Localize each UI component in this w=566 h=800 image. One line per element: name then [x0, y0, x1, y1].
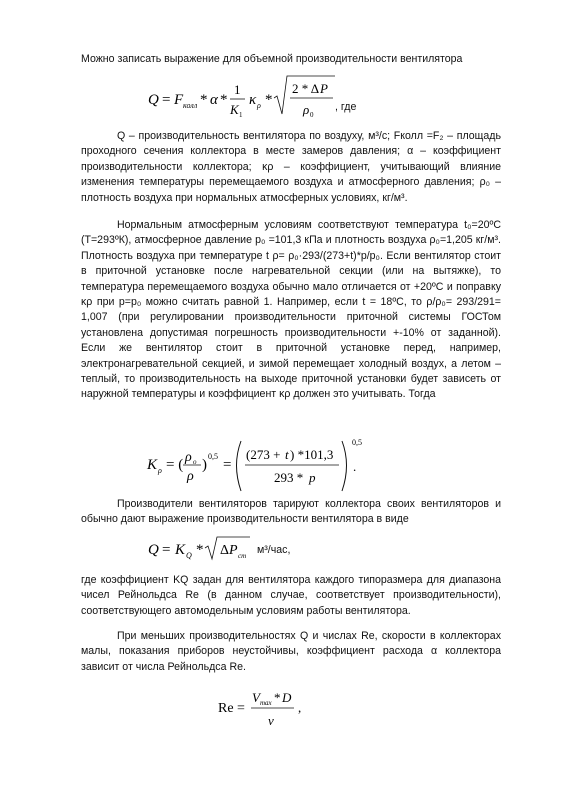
formula-k-rho	[147, 435, 377, 501]
svg-text:): )	[202, 457, 207, 473]
formula-volumetric-flow	[148, 74, 408, 126]
svg-text:Δ: Δ	[220, 543, 230, 558]
reynolds-paragraph: При меньших производительностях Q и числах Re, скорости в коллекторах малы, показания приборов неустойчивы, коэффициент расхода α коллектора зависит от числа Рейнольдса Re.	[81, 630, 501, 673]
svg-text:p: p	[309, 470, 316, 485]
svg-text:K: K	[230, 102, 239, 117]
svg-text:ρ: ρ	[185, 450, 192, 465]
svg-text:max: max	[260, 699, 272, 707]
svg-text:) *101,3: ) *101,3	[290, 447, 334, 462]
svg-text:ρ: ρ	[303, 102, 310, 117]
svg-text:Q: Q	[186, 551, 192, 560]
svg-text:.: .	[353, 459, 357, 474]
svg-text:ρ: ρ	[257, 101, 261, 110]
svg-text:(273 +: (273 +	[246, 447, 281, 462]
svg-text:*: *	[200, 92, 208, 108]
manufacturers-paragraph: Производители вентиляторов тарируют коллектора своих вентиляторов и обычно дают выражение производительности вентилятора в виде	[81, 498, 501, 526]
kq-description-paragraph: где коэффициент KQ задан для вентилятора каждого типоразмера для диапазона чисел Рейнольдса Re (в данном случае, соответствует производительности), соответствующего автомодельным условиям работы вентилятора.	[81, 574, 501, 617]
svg-text:,: ,	[298, 700, 302, 715]
intro-paragraph: Можно записать выражение для объемной производительности вентилятора	[81, 53, 463, 65]
svg-text:*: *	[220, 92, 228, 108]
svg-text:1: 1	[239, 111, 243, 119]
svg-text:t: t	[285, 447, 289, 462]
svg-text:F: F	[174, 92, 184, 108]
svg-text:=: =	[162, 92, 171, 108]
svg-text:ρ: ρ	[158, 466, 162, 475]
svg-text:Q: Q	[148, 92, 159, 108]
formula-4-svg	[218, 685, 318, 733]
svg-text:*: *	[265, 92, 273, 108]
svg-text:K: K	[175, 542, 186, 558]
svg-text:P: P	[320, 81, 328, 96]
svg-text:Q: Q	[148, 542, 159, 558]
svg-text:κ: κ	[249, 92, 257, 108]
svg-text:cm: cm	[238, 552, 247, 560]
formula-3-svg	[148, 533, 258, 563]
normal-conditions-paragraph: Нормальным атмосферным условиям соответствуют температура t₀=20ºC (Т=293ºК), атмосферное давление р₀ =101,3 кПа и плотность воздуха ρ₀=1,205 кг/м³. Плотность воздуха при температуре t ρ= ρ₀·293/(273+t)*р/р₀. Если вентилятор стоит в приточной установке после нагревательной секции (или на вытяжке), то температура перемещаемого воздуха обычно мало отличается от +20ºС и поправку κρ при р=р₀ можно считать равной 1. Например, если t = 18ºС, то ρ/ρ₀= 293/291= 1,007 (при регулировании производительности приточной системы ГОСТом установлена допустимая погрешность производительности +-10% от заданной). Если же вентилятор стоит в приточной установке перед, например, электронагревательной секцией, и зимой перемещает холодный воздух, а летом – теплый, то производительность на выходе приточной установки будет зависеть от наружной температуры и коэффициент κρ должен это учитывать. Тогда	[81, 219, 501, 401]
svg-text:0,5: 0,5	[352, 438, 362, 447]
formula-2-svg	[147, 435, 377, 497]
svg-text:= (: = (	[166, 457, 184, 473]
svg-text:V: V	[252, 690, 260, 705]
svg-text:D: D	[282, 690, 292, 705]
svg-text:293 *: 293 *	[274, 470, 304, 485]
svg-text:колл: колл	[183, 101, 198, 110]
svg-text:=: =	[162, 542, 171, 558]
formula-reynolds	[218, 685, 318, 737]
svg-text:0: 0	[310, 111, 314, 119]
formula-1-suffix: , где	[335, 101, 357, 113]
svg-text:K: K	[147, 457, 158, 473]
svg-text:Re =: Re =	[218, 701, 245, 716]
svg-text:ρ: ρ	[187, 469, 194, 484]
svg-text:P: P	[229, 543, 238, 558]
formula-kq	[148, 533, 258, 567]
svg-text:0,5: 0,5	[208, 452, 218, 461]
formula-3-units: м³/час,	[257, 544, 291, 556]
svg-text:=: =	[223, 457, 232, 473]
svg-text:*: *	[274, 690, 281, 705]
svg-text:ν: ν	[268, 713, 274, 728]
definitions-paragraph: Q – производительность вентилятора по воздуху, м³/с; Fколл =F₂ – площадь проходного сечения коллектора в месте замеров давления; α – коэффициент производительности коллектора; κρ – коэффициент, учитывающий влияние изменения температуры перемещаемого воздуха и атмосферного давления; ρ₀ – плотность воздуха при нормальных атмосферных условиях, кг/м³.	[81, 130, 501, 204]
svg-text:o: o	[193, 458, 197, 466]
svg-text:1: 1	[234, 82, 241, 97]
svg-text:2 * Δ: 2 * Δ	[292, 81, 320, 96]
svg-text:α: α	[210, 92, 218, 108]
formula-1-svg	[148, 74, 408, 122]
svg-text:*: *	[196, 542, 204, 558]
